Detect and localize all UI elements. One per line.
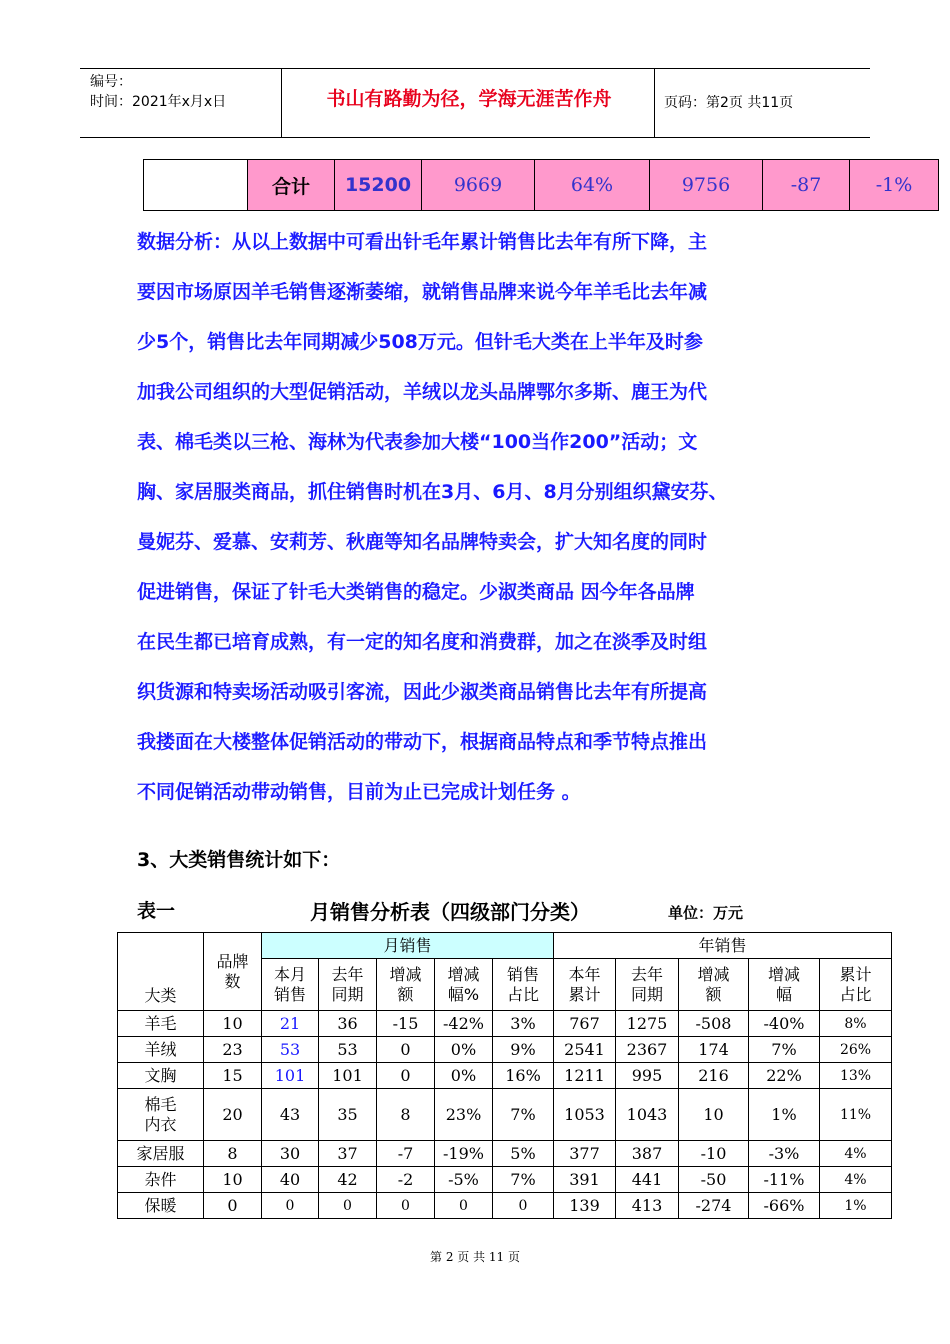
total-cell: 9669 (422, 160, 535, 211)
year-cell: 377 (554, 1141, 616, 1167)
row-category: 棉毛 内衣 (118, 1089, 204, 1141)
total-cell: -1% (850, 160, 939, 211)
col-header: 去年 同期 (319, 959, 377, 1011)
analysis-line: 不同促销活动带动销售，目前为止已完成计划任务 。 (137, 781, 581, 803)
year-cell: 1043 (616, 1089, 679, 1141)
total-row-table (143, 159, 939, 211)
year-cell: -50 (679, 1167, 749, 1193)
analysis-line: 织货源和特卖场活动吸引客流，因此少淑类商品销售比去年有所提高 (137, 681, 708, 703)
year-cell: 1% (820, 1193, 892, 1219)
analysis-line: 少5个，销售比去年同期减少508万元。但针毛大类在上半年及时参 (137, 331, 703, 353)
group-year: 年销售 (554, 933, 892, 959)
analysis-line: 我搂面在大楼整体促销活动的带动下，根据商品特点和季节特点推出 (137, 731, 708, 753)
year-cell: 22% (749, 1063, 820, 1089)
year-cell: 441 (616, 1167, 679, 1193)
row-brands: 10 (204, 1011, 262, 1037)
month-cell: 7% (493, 1089, 554, 1141)
col-header: 增减 幅% (435, 959, 493, 1011)
month-cell: 9% (493, 1037, 554, 1063)
year-cell: -40% (749, 1011, 820, 1037)
table-row (118, 1167, 892, 1193)
table-row (118, 1037, 892, 1063)
total-empty-cell (144, 160, 248, 211)
month-cell: 0 (377, 1193, 435, 1219)
header-motto: 书山有路勤为径，学海无涯苦作舟 (326, 88, 612, 110)
month-cell: -15 (377, 1011, 435, 1037)
table-row (118, 1011, 892, 1037)
col-header: 增减 额 (679, 959, 749, 1011)
month-cell: 37 (319, 1141, 377, 1167)
month-cell: 0 (377, 1037, 435, 1063)
sales-table (117, 932, 892, 1219)
row-category: 羊毛 (118, 1011, 204, 1037)
total-cell: -87 (763, 160, 850, 211)
year-cell: -274 (679, 1193, 749, 1219)
month-cell: 0 (377, 1063, 435, 1089)
month-cell: 101 (319, 1063, 377, 1089)
col-header: 本年 累计 (554, 959, 616, 1011)
analysis-paragraph (137, 217, 837, 817)
row-brands: 8 (204, 1141, 262, 1167)
month-cell: 53 (262, 1037, 319, 1063)
date-line: 时间：2021年x月x日 (90, 94, 227, 110)
section-heading: 3、大类销售统计如下： (137, 849, 341, 871)
month-cell: 0% (435, 1037, 493, 1063)
year-cell: 995 (616, 1063, 679, 1089)
table-unit: 单位：万元 (668, 904, 744, 922)
year-cell: 2367 (616, 1037, 679, 1063)
group-month: 月销售 (262, 933, 554, 959)
month-cell: 7% (493, 1167, 554, 1193)
year-cell: 174 (679, 1037, 749, 1063)
analysis-line: 表、棉毛类以三枪、海林为代表参加大楼“100当作200”活动；文 (137, 431, 698, 453)
header-meta (90, 72, 226, 112)
col-category: 大类 (118, 933, 204, 1011)
table-row (118, 1193, 892, 1219)
analysis-line: 促进销售，保证了针毛大类销售的稳定。少淑类商品 因今年各品牌 (137, 581, 695, 603)
analysis-line: 数据分析：从以上数据中可看出针毛年累计销售比去年有所下降，主 (137, 231, 708, 253)
total-cell: 15200 (335, 160, 422, 211)
month-cell: 0 (493, 1193, 554, 1219)
row-brands: 15 (204, 1063, 262, 1089)
year-cell: 2541 (554, 1037, 616, 1063)
col-header: 增减 幅 (749, 959, 820, 1011)
row-category: 羊绒 (118, 1037, 204, 1063)
year-cell: 387 (616, 1141, 679, 1167)
month-cell: 23% (435, 1089, 493, 1141)
year-cell: 4% (820, 1167, 892, 1193)
year-cell: 13% (820, 1063, 892, 1089)
year-cell: 216 (679, 1063, 749, 1089)
row-category: 家居服 (118, 1141, 204, 1167)
row-category: 保暖 (118, 1193, 204, 1219)
row-category: 文胸 (118, 1063, 204, 1089)
month-cell: 8 (377, 1089, 435, 1141)
year-cell: 767 (554, 1011, 616, 1037)
col-header: 增减 额 (377, 959, 435, 1011)
year-cell: 1% (749, 1089, 820, 1141)
month-cell: 3% (493, 1011, 554, 1037)
month-cell: 30 (262, 1141, 319, 1167)
year-cell: 391 (554, 1167, 616, 1193)
col-header: 销售 占比 (493, 959, 554, 1011)
number-label: 编号： (90, 74, 132, 90)
month-cell: -19% (435, 1141, 493, 1167)
month-cell: 53 (319, 1037, 377, 1063)
month-cell: -42% (435, 1011, 493, 1037)
table-row (118, 1063, 892, 1089)
month-cell: 16% (493, 1063, 554, 1089)
month-cell: 0% (435, 1063, 493, 1089)
year-cell: 4% (820, 1141, 892, 1167)
year-cell: 10 (679, 1089, 749, 1141)
year-cell: 139 (554, 1193, 616, 1219)
year-cell: 413 (616, 1193, 679, 1219)
year-cell: 8% (820, 1011, 892, 1037)
table-group-header (118, 933, 892, 959)
month-cell: 5% (493, 1141, 554, 1167)
analysis-line: 加我公司组织的大型促销活动，羊绒以龙头品牌鄂尔多斯、鹿王为代 (137, 381, 708, 403)
month-cell: -7 (377, 1141, 435, 1167)
month-cell: 101 (262, 1063, 319, 1089)
analysis-line: 曼妮芬、爱慕、安莉芳、秋鹿等知名品牌特卖会，扩大知名度的同时 (137, 531, 708, 553)
year-cell: 1053 (554, 1089, 616, 1141)
total-label: 合计 (248, 160, 335, 211)
month-cell: 40 (262, 1167, 319, 1193)
row-category: 杂件 (118, 1167, 204, 1193)
table-row (118, 1089, 892, 1141)
row-brands: 0 (204, 1193, 262, 1219)
col-header: 本月 销售 (262, 959, 319, 1011)
year-cell: -3% (749, 1141, 820, 1167)
total-cell: 64% (535, 160, 650, 211)
month-cell: -5% (435, 1167, 493, 1193)
analysis-line: 要因市场原因羊毛销售逐渐萎缩，就销售品牌来说今年羊毛比去年减 (137, 281, 708, 303)
row-brands: 20 (204, 1089, 262, 1141)
month-cell: 0 (435, 1193, 493, 1219)
col-header: 去年 同期 (616, 959, 679, 1011)
table-title: 月销售分析表（四级部门分类） (310, 900, 590, 924)
year-cell: 11% (820, 1089, 892, 1141)
total-row (144, 160, 939, 211)
year-cell: 7% (749, 1037, 820, 1063)
analysis-line: 在民生都已培育成熟，有一定的知名度和消费群，加之在淡季及时组 (137, 631, 708, 653)
month-cell: 36 (319, 1011, 377, 1037)
table-row (118, 1141, 892, 1167)
header-page-info: 页码：第2页 共11页 (664, 95, 794, 111)
year-cell: -10 (679, 1141, 749, 1167)
month-cell: 43 (262, 1089, 319, 1141)
table-label: 表一 (137, 900, 176, 922)
row-brands: 10 (204, 1167, 262, 1193)
analysis-line: 胸、家居服类商品，抓住销售时机在3月、6月、8月分别组织黛安芬、 (137, 481, 728, 503)
month-cell: 0 (319, 1193, 377, 1219)
year-cell: -11% (749, 1167, 820, 1193)
page-footer: 第 2 页 共 11 页 (430, 1250, 520, 1264)
month-cell: 21 (262, 1011, 319, 1037)
month-cell: 35 (319, 1089, 377, 1141)
year-cell: -66% (749, 1193, 820, 1219)
year-cell: -508 (679, 1011, 749, 1037)
year-cell: 1211 (554, 1063, 616, 1089)
col-brands: 品牌 数 (204, 933, 262, 1011)
year-cell: 26% (820, 1037, 892, 1063)
col-header: 累计 占比 (820, 959, 892, 1011)
row-brands: 23 (204, 1037, 262, 1063)
month-cell: 0 (262, 1193, 319, 1219)
month-cell: -2 (377, 1167, 435, 1193)
total-cell: 9756 (650, 160, 763, 211)
month-cell: 42 (319, 1167, 377, 1193)
year-cell: 1275 (616, 1011, 679, 1037)
